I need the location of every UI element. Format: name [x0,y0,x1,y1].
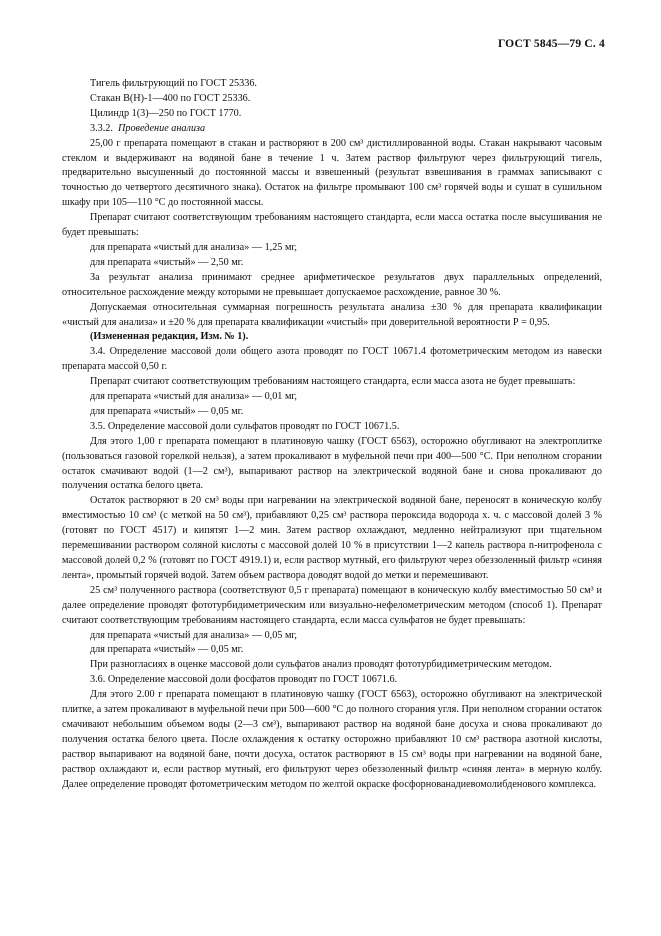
paragraph-p15: для препарата «чистый» — 0,05 мг. [90,405,244,417]
paragraph-p14: для препарата «чистый для анализа» — 0,01 мг, [90,391,297,403]
document-body [62,77,602,793]
paragraph-p17: Для этого 1,00 г препарата помещают в платиновую чашку (ГОСТ 6563), осторожно обугливают на электроплитке (пользоваться газовой горелкой нельзя), а затем прокаливают в муфельной печи при 400—500 °С. При неполном сгорании остаток смачивают водой (1—2 см³), выпаривают раствор на электрической водяной бане и снова прокаливают до получения остатка белого цвета. [62,435,602,492]
paragraph-p20: для препарата «чистый для анализа» — 0,05 мг, [90,629,297,641]
paragraph-p19: 25 см³ полученного раствора (соответствуют 0,5 г препарата) помещают в коническую колбу вместимостью 50 см³ и далее определение проводят фототурбидиметрическим или визуально-нефелометрическим методом (способ 1). Препарат считают соответствующим требованиям настоящего стандарта, если масса сульфатов не будет превышать: [62,584,602,626]
paragraph-p16: 3.5. Определение массовой доли сульфатов проводят по ГОСТ 10671.5. [90,420,400,432]
paragraph-p24: Для этого 2.00 г препарата помещают в платиновую чашку (ГОСТ 6563), осторожно обугливают на электрической плитке, а затем прокаливают в муфельной печи при 500—600 °С до полного сгорания угля. При неполном сгорании остаток смачивают небольшим объемом воды (2—3 см³), выпаривают раствор на водяной бане досуха и снова прокаливают до получения остатка белого цвета. После охлаждения к остатку осторожно прибавляют 10 см³ раствора азотной кислоты, раствор выпаривают на водяной бане, почти досуха, остаток растворяют в 15 см³ воды при нагревании на водяной бане, раствор охлаждают и, если раствор мутный, его фильтруют через обеззоленный фильтр «синяя лента» в мерную колбу. Далее определение проводят фотометрическим методом по желтой окраске фосфорнованадиевомолибденового комплекса. [62,689,602,790]
paragraph-p22: При разногласиях в оценке массовой доли сульфатов анализ проводят фототурбидиметрическим методом. [90,659,552,671]
paragraph-p9: За результат анализа принимают среднее арифметическое результатов двух параллельных определений, относительное расхождение между которыми не превышает допускаемое расхождение, равное 30 %. [62,271,602,298]
section-heading-3-3-2 [62,122,602,137]
paragraph-p1: Тигель фильтрующий по ГОСТ 25336. [90,78,257,89]
paragraph-p8: для препарата «чистый» — 2,50 мг. [90,256,244,268]
paragraph-p2: Стакан В(Н)-1—400 по ГОСТ 25336. [90,92,251,104]
paragraph-p23: 3.6. Определение массовой доли фосфатов проводят по ГОСТ 10671.6. [90,674,398,686]
amendment-note: (Измененная редакция, Изм. № 1). [90,331,249,343]
paragraph-p5: 25,00 г препарата помещают в стакан и растворяют в 200 см³ дистиллированной воды. Стакан накрывают часовым стеклом и выдерживают на водяной бане в течение 1 ч. Затем раствор фильтруют через фильтрующий тигель, предварительно высушенный до постоянной массы и взвешенный (результат взвешивания в граммах записывают с точностью до четвертого десятичного знака). Остаток на фильтре промывают 100 см³ горячей воды и сушат в сушильном шкафу при 105—110 °С до постоянной массы. [62,137,602,209]
paragraph-p6: Препарат считают соответствующим требованиям настоящего стандарта, если масса остатка после высушивания не будет превышать: [62,212,602,239]
section-number: 3.3.2. [90,122,113,134]
page-header: ГОСТ 5845—79 С. 4 [497,38,605,50]
paragraph-p10: Допускаемая относительная суммарная погрешность результата анализа ±30 % для препарата квалификации «чистый для анализа» и ±20 % для препарата квалификации «чистый» при доверительной вероятности Р = 0,95. [62,301,602,328]
paragraph-p3: Цилиндр 1(3)—250 по ГОСТ 1770. [90,107,242,119]
paragraph-p21: для препарата «чистый» — 0,05 мг. [90,644,244,656]
section-title: Проведение анализа [118,122,206,134]
paragraph-p12: 3.4. Определение массовой доли общего азота проводят по ГОСТ 10671.4 фотометрическим методом из навески препарата массой 0,50 г. [62,346,602,373]
paragraph-p7: для препарата «чистый для анализа» — 1,25 мг, [90,241,297,253]
paragraph-p18: Остаток растворяют в 20 см³ воды при нагревании на электрической водяной бане, переносят в коническую колбу вместимостью 10 см³ (с меткой на 50 см³), прибавляют 0,25 см³ раствора пероксида водорода х. ч. с массовой долей 3 % (готовят по ГОСТ 4517) и кипятят 1—2 мин. Затем раствор охлаждают, медленно нейтрализуют при тщательном перемешивании раствором соляной кислоты с массовой долей 10 % в присутствии 1—2 капель раствора n-нитрофенола с массовой долей 0,2 % (готовят по ГОСТ 4919.1) и, если раствор мутный, его фильтруют через обеззоленный фильтр «синяя лента», промытый горячей водой. Затем объем раствора доводят водой до метки и перемешивают. [62,495,602,581]
paragraph-p13: Препарат считают соответствующим требованиям настоящего стандарта, если масса азота не будет превышать: [90,376,576,388]
